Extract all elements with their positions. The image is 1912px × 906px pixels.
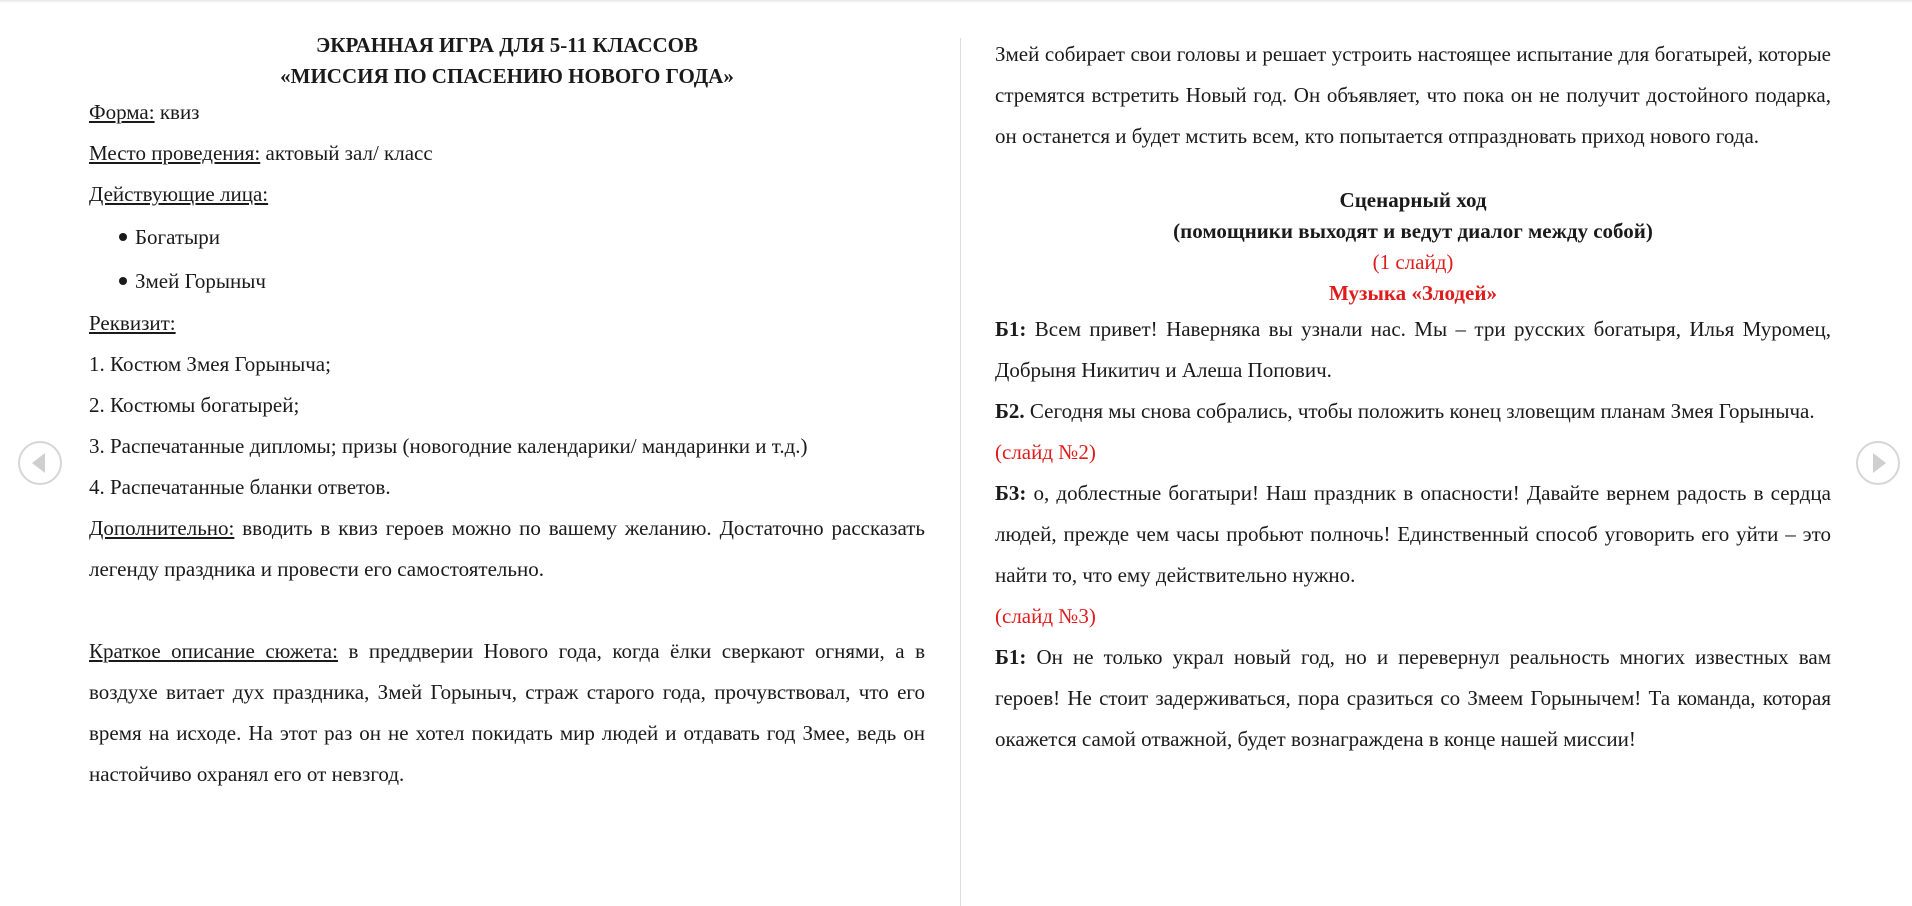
document-title-line2: «МИССИЯ ПО СПАСЕНИЮ НОВОГО ГОДА» [280,64,734,88]
right-page [995,30,1831,760]
dialogue-text: Сегодня мы снова собрались, чтобы положить конец зловещим планам Змея Горыныча. [1024,399,1815,423]
plot-text: в преддверии Нового года, когда ёлки сверкают огнями, а в воздухе витает дух праздника, Змей Горыныч, страж старого года, прочувствовал, что его время на исходе. На этот раз он не хотел покидать мир людей и отдавать год Змее, ведь он настойчиво охранял его от невзгод. [89,639,925,786]
character-item: Богатыри [89,215,925,259]
props-label: Реквизит: [89,311,176,335]
form-label: Форма: [89,100,155,124]
scenario-title: Сценарный ход [1339,188,1487,212]
dialogue-line [995,391,1831,432]
slide-marker: (1 слайд) [1372,250,1454,274]
speaker-label: Б1: [995,645,1027,669]
place-label: Место проведения: [89,141,261,165]
dialogue-line [995,309,1831,391]
next-page-button[interactable] [1856,441,1900,485]
additional-text: вводить в квиз героев можно по вашему желанию. Достаточно рассказать легенду праздника и провести его самостоятельно. [89,516,925,581]
bullet-icon [119,277,127,285]
form-line [89,92,925,133]
props-item: 2. Костюмы богатырей; [89,393,300,417]
slide-marker: (слайд №3) [995,604,1096,628]
dialogue-text: о, доблестные богатыри! Наш праздник в опасности! Давайте вернем радость в сердца людей, прежде чем часы пробьют полночь! Единственный способ уговорить его уйти – это найти то, что ему действительно нужно. [995,481,1831,587]
place-value: актовый зал/ класс [260,141,433,165]
intro-paragraph: Змей собирает свои головы и решает устроить настоящее испытание для богатырей, которые стремятся встретить Новый год. Он объявляет, что пока он не получит достойного подарка, он останется и будет мстить всем, кто попытается отпраздновать приход нового года. [995,42,1831,148]
document-title-line1: ЭКРАННАЯ ИГРА ДЛЯ 5-11 КЛАССОВ [315,33,699,57]
speaker-label: Б2. [995,399,1025,423]
plot-label: Краткое описание сюжета: [89,639,338,663]
dialogue-text: Он не только украл новый год, но и перевернул реальность многих известных вам героев! Не стоит задерживаться, пора сразиться со Змеем Горынычем! Та команда, которая окажется самой отважной, будет вознаграждена в конце нашей миссии! [995,645,1831,751]
chevron-left-icon [32,453,45,473]
props-item: 3. Распечатанные дипломы; призы (новогодние календарики/ мандаринки и т.д.) [89,434,808,458]
place-line [89,133,925,174]
scenario-subtitle: (помощники выходят и ведут диалог между собой) [1173,219,1653,243]
plot-paragraph [89,631,925,795]
speaker-label: Б1: [995,317,1027,341]
dialogue-line [995,637,1831,760]
bullet-icon [119,233,127,241]
top-shadow [0,0,1912,3]
form-value: квиз [154,100,200,124]
props-item: 4. Распечатанные бланки ответов. [89,475,391,499]
dialogue-line [995,473,1831,596]
page-divider [960,38,961,906]
character-item: Змей Горыныч [89,259,925,303]
left-page [89,30,925,795]
music-cue: Музыка «Злодей» [1329,281,1497,305]
additional-label: Дополнительно: [89,516,235,540]
additional-paragraph [89,508,925,590]
props-item: 1. Костюм Змея Горыныча; [89,352,331,376]
speaker-label: Б3: [995,481,1027,505]
prev-page-button[interactable] [18,441,62,485]
chevron-right-icon [1873,453,1886,473]
characters-label: Действующие лица: [89,182,269,206]
dialogue-text: Всем привет! Наверняка вы узнали нас. Мы – три русских богатыря, Илья Муромец, Добрыня Никитич и Алеша Попович. [995,317,1831,382]
slide-marker: (слайд №2) [995,440,1096,464]
